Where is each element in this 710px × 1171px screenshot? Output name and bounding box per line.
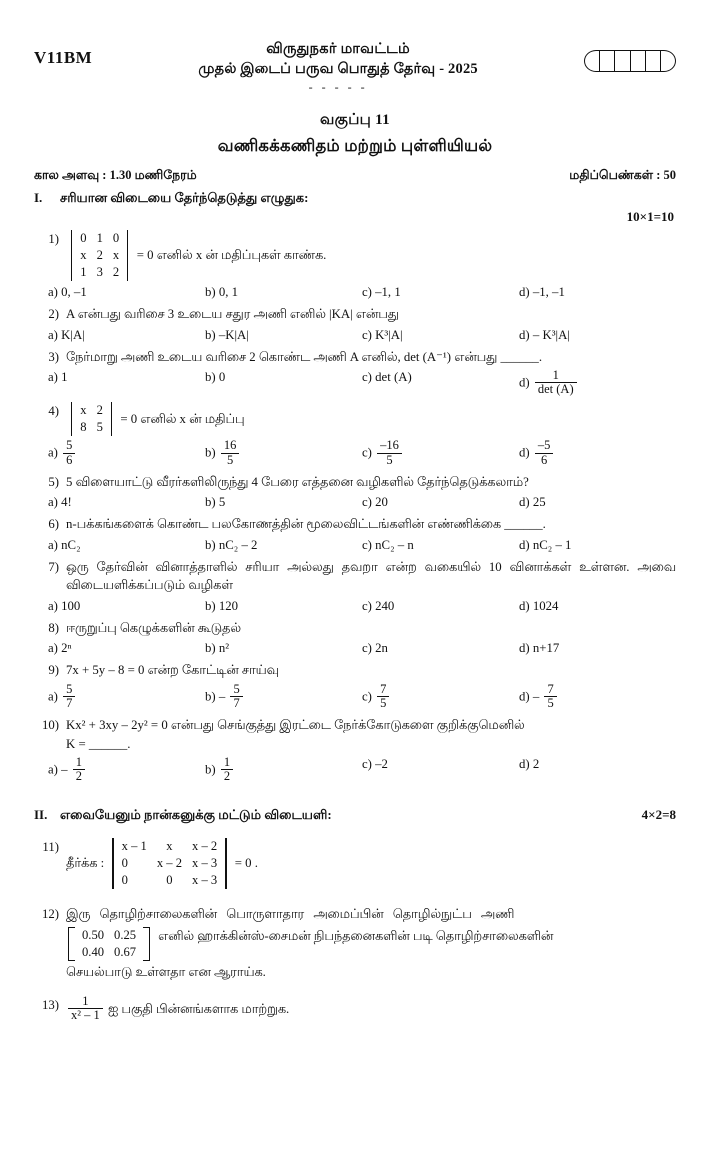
question-11 xyxy=(34,838,676,889)
question-2 xyxy=(34,305,676,324)
option-d-fraction: $\frac{1}{\det (A)}$ xyxy=(535,369,577,396)
paper-code: V11BM xyxy=(34,48,93,67)
question-11-number: 11) xyxy=(42,839,59,854)
option-b[interactable]: b) nC₂ – 2 xyxy=(205,537,258,552)
question-4-number: 4) xyxy=(48,404,59,419)
option-d[interactable]: d) 1024 xyxy=(519,598,559,613)
question-13-text: ஐ பகுதி பின்னங்களாக மாற்றுக. xyxy=(107,1002,290,1017)
question-1-text: = 0 எனில் x ன் மதிப்புகள் காண்க. xyxy=(136,248,327,263)
option-a[interactable]: a) 4! xyxy=(48,495,72,510)
option-b[interactable]: b) n² xyxy=(205,641,230,656)
option-c[interactable]: c) $\frac{7}{5}$ xyxy=(362,684,519,711)
question-5-text: 5 விளையாட்டு வீரர்களிலிருந்து 4 பேரை எத்தனை வழிகளில் தேர்ந்தெடுக்கலாம்? xyxy=(66,474,529,489)
question-4 xyxy=(34,402,676,436)
dash-separator: - - - - - xyxy=(308,80,368,95)
option-a[interactable]: a) K|A| xyxy=(48,327,85,342)
question-7 xyxy=(34,558,676,595)
reg-cell-6[interactable] xyxy=(661,51,675,71)
question-11-body xyxy=(66,838,676,889)
subject-title: வணிகக்கணிதம் மற்றும் புள்ளியியல் xyxy=(217,136,493,156)
question-10-body xyxy=(66,716,676,753)
district-name: விருதுநகர் மாவட்டம் xyxy=(266,41,410,57)
option-a[interactable]: a) 1 xyxy=(48,370,68,385)
question-12 xyxy=(34,905,676,982)
question-5-options xyxy=(34,495,676,510)
option-d[interactable]: d) –1, –1 xyxy=(519,285,565,300)
question-3-number: 3) xyxy=(48,349,59,364)
section-1-heading xyxy=(34,190,676,207)
option-a[interactable]: a) nC₂ xyxy=(48,537,81,552)
question-12-matrix-row xyxy=(66,927,676,961)
question-1-number: 1) xyxy=(48,232,59,247)
question-6 xyxy=(34,515,676,534)
option-a[interactable]: a) 100 xyxy=(48,598,81,613)
question-2-text: A என்பது வரிசை 3 உடைய சதுர அணி எனில் |KA| என்பது xyxy=(66,307,399,322)
reg-cell-4[interactable] xyxy=(631,51,646,71)
option-d[interactable]: d) n+17 xyxy=(519,641,560,656)
question-4-options xyxy=(34,440,676,467)
question-1-options xyxy=(34,285,676,300)
option-b[interactable]: b) 0 xyxy=(205,370,226,385)
question-13-body xyxy=(66,993,676,1023)
header-center xyxy=(92,40,584,95)
question-4-body xyxy=(66,402,676,436)
question-13-number: 13) xyxy=(41,997,59,1012)
question-1 xyxy=(34,230,676,281)
register-number-box[interactable] xyxy=(584,50,676,72)
question-12-line2: எனில் ஹாக்கின்ஸ்-சைமன் நிபந்தனைகளின் படி தொழிற்சாலைகளின் xyxy=(158,929,554,944)
question-8-text: ஈருறுப்பு கெழுக்களின் கூடுதல் xyxy=(66,620,241,635)
option-c[interactable]: c) 240 xyxy=(362,598,395,613)
question-4-text: = 0 எனில் x ன் மதிப்பு xyxy=(120,412,245,427)
reg-cell-5[interactable] xyxy=(646,51,661,71)
option-d[interactable]: d) – $\frac{7}{5}$ xyxy=(519,684,676,711)
option-a[interactable]: a) $\frac{5}{7}$ xyxy=(48,684,205,711)
section-1-title: சரியான விடையை தேர்ந்தெடுத்து எழுதுக: xyxy=(60,190,309,206)
question-10 xyxy=(34,716,676,753)
option-c[interactable]: c) det (A) xyxy=(362,370,412,385)
question-5-number: 5) xyxy=(48,474,59,489)
option-d[interactable]: d) 2 xyxy=(519,757,540,772)
question-7-options xyxy=(34,599,676,614)
question-2-options xyxy=(34,328,676,343)
reg-cell-1[interactable] xyxy=(585,51,600,71)
question-13 xyxy=(34,993,676,1023)
question-10-text: Kx² + 3xy – 2y² = 0 என்பது செங்குத்து இரட்டை நேர்க்கோடுகளை குறிக்குமெனில் xyxy=(66,718,525,733)
option-b[interactable]: b) 120 xyxy=(205,598,239,613)
question-4-determinant: x 2 8 5 xyxy=(68,402,115,436)
question-6-number: 6) xyxy=(48,517,59,532)
question-12-line3: செயல்பாடு உள்ளதா என ஆராய்க. xyxy=(66,965,266,980)
option-c[interactable]: c) nC₂ – n xyxy=(362,537,414,552)
question-8 xyxy=(34,619,676,638)
question-11-suffix: = 0 . xyxy=(234,855,258,870)
question-10-number: 10) xyxy=(41,718,59,733)
option-b[interactable]: b) 0, 1 xyxy=(205,285,239,300)
question-8-options xyxy=(34,641,676,656)
option-d[interactable]: d) 25 xyxy=(519,495,546,510)
option-a[interactable]: a) $\frac{5}{6}$ xyxy=(48,440,205,467)
option-b[interactable]: b) $\frac{16}{5}$ xyxy=(205,440,362,467)
option-a[interactable]: a) 0, –1 xyxy=(48,285,87,300)
question-6-options xyxy=(34,538,676,553)
reg-cell-2[interactable] xyxy=(600,51,615,71)
section-2-title: எவையேனும் நான்கனுக்கு மட்டும் விடையளி: xyxy=(60,806,332,822)
option-a[interactable]: a) – $\frac{1}{2}$ xyxy=(48,757,205,784)
option-b[interactable]: b) – $\frac{5}{7}$ xyxy=(205,684,362,711)
question-3 xyxy=(34,348,676,367)
duration-label: கால அளவு : 1.30 மணிநேரம் xyxy=(34,168,197,183)
question-10-options xyxy=(34,757,676,784)
question-13-fraction: $\frac{1}{\text{x² – 1}}$ xyxy=(68,995,103,1022)
exam-meta xyxy=(34,168,676,184)
question-7-number: 7) xyxy=(48,559,59,574)
question-7-text: ஒரு தேர்வின் வினாத்தாளில் சரியா அல்லது தவறா என்ற வகையில் 10 வினாக்கள் உள்ளன. அவை விடையளிக்கப்படும் வழிகள் xyxy=(66,559,676,593)
question-8-number: 8) xyxy=(48,620,59,635)
option-c[interactable]: c) 20 xyxy=(362,495,388,510)
question-1-determinant: 0 1 0 x 2 x 1 3 2 xyxy=(68,230,131,281)
question-11-prefix: தீர்க்க : xyxy=(66,855,105,870)
option-c[interactable]: c) K³|A| xyxy=(362,327,403,342)
question-9 xyxy=(34,661,676,680)
option-b[interactable]: b) $\frac{1}{2}$ xyxy=(205,757,362,784)
option-a[interactable]: a) 2ⁿ xyxy=(48,641,72,656)
exam-name: முதல் இடைப் பருவ பொதுத் தேர்வு - 2025 xyxy=(198,60,478,77)
question-6-text: n-பக்கங்களைக் கொண்ட பலகோணத்தின் மூலைவிட்டங்களின் எண்ணிக்கை ______. xyxy=(66,517,546,532)
option-c[interactable]: c) –1, 1 xyxy=(362,285,401,300)
question-10-text2: K = ______. xyxy=(66,736,131,751)
option-c[interactable]: c) 2n xyxy=(362,641,388,656)
question-12-number: 12) xyxy=(41,906,59,921)
question-3-text: நேர்மாறு அணி உடைய வரிசை 2 கொண்ட அணி A எனில், det (A⁻¹) என்பது ______. xyxy=(66,349,543,364)
question-9-options xyxy=(34,684,676,711)
option-b[interactable]: b) –K|A| xyxy=(205,327,249,342)
section-1-marks: 10×1=10 xyxy=(626,209,674,225)
option-c[interactable]: c) $\frac{-16}{5}$ xyxy=(362,440,519,467)
question-12-line1 xyxy=(66,905,676,924)
question-2-number: 2) xyxy=(48,307,59,322)
option-d-label: d) xyxy=(519,375,530,390)
reg-cell-3[interactable] xyxy=(615,51,630,71)
section-2-roman: II. xyxy=(34,806,48,822)
section-1-roman: I. xyxy=(34,190,43,206)
option-d[interactable]: d) $\frac{-5}{6}$ xyxy=(519,440,676,467)
option-d[interactable] xyxy=(519,370,676,397)
option-d[interactable]: d) – K³|A| xyxy=(519,327,570,342)
question-12-body xyxy=(66,905,676,982)
question-1-body xyxy=(66,230,676,281)
question-5 xyxy=(34,473,676,492)
max-marks-label: மதிப்பெண்கள் : 50 xyxy=(569,168,676,183)
question-9-text: 7x + 5y – 8 = 0 என்ற கோட்டின் சாய்வு xyxy=(66,663,279,678)
question-12-matrix: 0.50 0.25 0.40 0.67 xyxy=(66,927,152,961)
page-header xyxy=(34,40,676,95)
option-c[interactable]: c) –2 xyxy=(362,757,388,772)
option-d[interactable]: d) nC₂ – 1 xyxy=(519,537,572,552)
question-3-options xyxy=(34,370,676,397)
question-12-line1-text: இரு தொழிற்சாலைகளின் பொருளாதார அமைப்பின் தொழில்நுட்ப அணி xyxy=(66,906,515,921)
option-b[interactable]: b) 5 xyxy=(205,495,226,510)
question-11-determinant: x – 1 x x – 2 0 x – 2 x – 3 0 0 x – 3 xyxy=(109,838,229,889)
class-label: வகுப்பு 11 xyxy=(320,112,390,129)
question-9-number: 9) xyxy=(48,663,59,678)
section-2-heading xyxy=(34,807,676,824)
section-2-marks: 4×2=8 xyxy=(641,806,676,822)
